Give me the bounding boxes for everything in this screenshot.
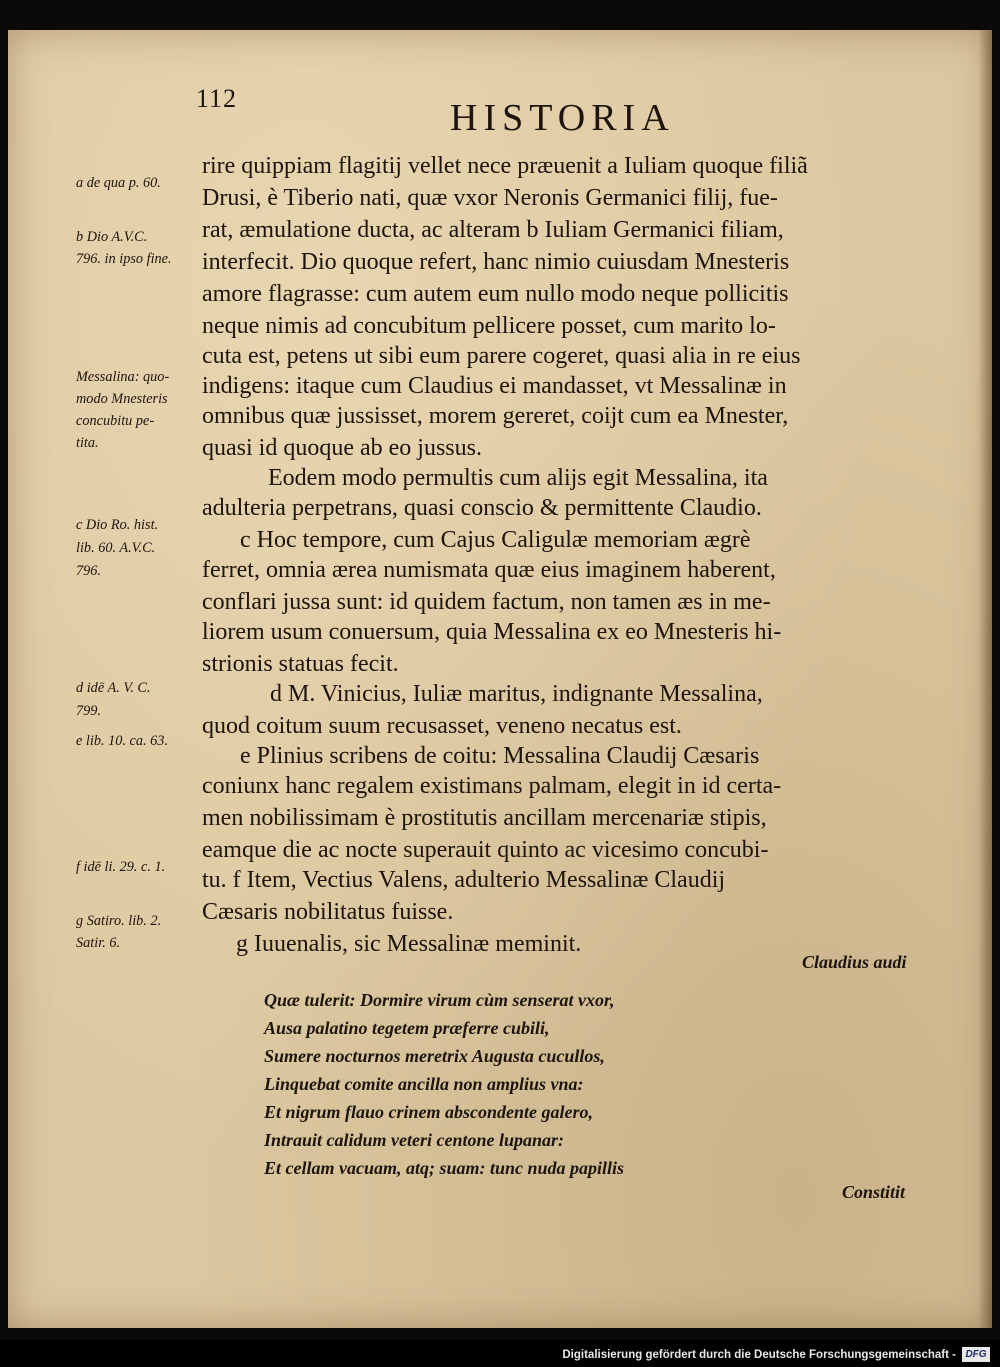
body-line: Eodem modo permultis cum alijs egit Messalina, ita [268, 465, 768, 491]
body-line: amore flagrasse: cum autem eum nullo modo neque pollicitis [202, 281, 789, 307]
body-line: e Plinius scribens de coitu: Messalina Claudij Cæsaris [240, 743, 760, 769]
verse-line: Quæ tulerit: Dormire virum cùm senserat vxor, [264, 990, 615, 1010]
body-line: cuta est, petens ut sibi eum parere cogeret, quasi alia in re eius [202, 343, 801, 369]
margin-note: 796. in ipso fine. [76, 251, 172, 267]
body-line: g Iuuenalis, sic Messalinæ meminit. [236, 931, 582, 957]
margin-note: Messalina: quo- [76, 369, 170, 385]
verse-line: Et cellam vacuam, atq; suam: tunc nuda papillis [264, 1158, 625, 1178]
catchword-top: Claudius audi [802, 952, 907, 972]
body-line: c Hoc tempore, cum Cajus Caligulæ memoriam ægrè [240, 527, 751, 553]
body-line: eamque die ac nocte superauit quinto ac vicesimo concubi- [202, 837, 769, 863]
body-line: quasi id quoque ab eo jussus. [202, 435, 482, 461]
body-line: men nobilissimam è prostitutis ancillam mercenariæ stipis, [202, 805, 767, 831]
dfg-logo-icon: DFG [962, 1347, 990, 1362]
body-line: Cæsaris nobilitatus fuisse. [202, 899, 454, 925]
body-line: conflari jussa sunt: id quidem factum, non tamen æs in me- [202, 589, 771, 615]
verse-line: Intrauit calidum veteri centone lupanar: [264, 1130, 565, 1150]
body-line: strionis statuas fecit. [202, 651, 399, 677]
margin-note: f idē li. 29. c. 1. [76, 859, 166, 875]
margin-note: g Satiro. lib. 2. [76, 913, 162, 929]
running-head: HISTORIA [450, 97, 675, 139]
body-line: Drusi, è Tiberio nati, quæ vxor Neronis Germanici filij, fue- [202, 185, 778, 211]
body-line: rat, æmulatione ducta, ac alteram b Iuliam Germanici filiam, [202, 217, 784, 243]
margin-note: Satir. 6. [76, 935, 121, 951]
body-line: neque nimis ad concubitum pellicere posset, cum marito lo- [202, 313, 776, 339]
verse-line: Sumere nocturnos meretrix Augusta cucullos, [264, 1046, 605, 1066]
margin-note: concubitu pe- [76, 413, 155, 429]
margin-note: modo Mnesteris [76, 391, 168, 407]
margin-note: lib. 60. A.V.C. [76, 540, 156, 556]
page-number: 112 [196, 84, 238, 113]
body-line: omnibus quæ jussisset, morem gereret, coijt cum ea Mnester, [202, 403, 789, 429]
body-line: indigens: itaque cum Claudius ei mandasset, vt Messalinæ in [202, 373, 787, 399]
page-edge-shadow [978, 30, 992, 1328]
margin-note: 799. [76, 703, 101, 719]
footer-credit: Digitalisierung gefördert durch die Deutsche Forschungsgemeinschaft - [562, 1349, 956, 1361]
verse-line: Et nigrum flauo crinem abscondente galero, [264, 1102, 594, 1122]
verse-line: Linquebat comite ancilla non amplius vna: [264, 1074, 584, 1094]
body-line: quod coitum suum recusasset, veneno necatus est. [202, 713, 682, 739]
body-line: liorem usum conuersum, quia Messalina ex eo Mnesteris hi- [202, 619, 782, 645]
body-line: ferret, omnia ærea numismata quæ eius imaginem haberent, [202, 557, 776, 583]
margin-note: 796. [76, 563, 101, 579]
margin-note: a de qua p. 60. [76, 175, 161, 191]
body-line: coniunx hanc regalem existimans palmam, elegit in id certa- [202, 773, 782, 799]
margin-note: b Dio A.V.C. [76, 229, 148, 245]
body-line: d M. Vinicius, Iuliæ maritus, indignante Messalina, [270, 681, 763, 707]
verse-line: Ausa palatino tegetem præferre cubili, [264, 1018, 550, 1038]
catchword-bottom: Constitit [842, 1182, 906, 1202]
body-line: interfecit. Dio quoque refert, hanc nimio cuiusdam Mnesteris [202, 249, 790, 275]
margin-note: tita. [76, 435, 99, 451]
body-line: tu. f Item, Vectius Valens, adulterio Messalinæ Claudij [202, 867, 726, 893]
margin-note: d idē A. V. C. [76, 680, 151, 696]
body-line: adulteria perpetrans, quasi conscio & permittente Claudio. [202, 495, 762, 521]
margin-note: e lib. 10. ca. 63. [76, 733, 169, 749]
margin-note: c Dio Ro. hist. [76, 517, 159, 533]
body-line: rire quippiam flagitij vellet nece præuenit a Iuliam quoque filiã [202, 153, 808, 179]
